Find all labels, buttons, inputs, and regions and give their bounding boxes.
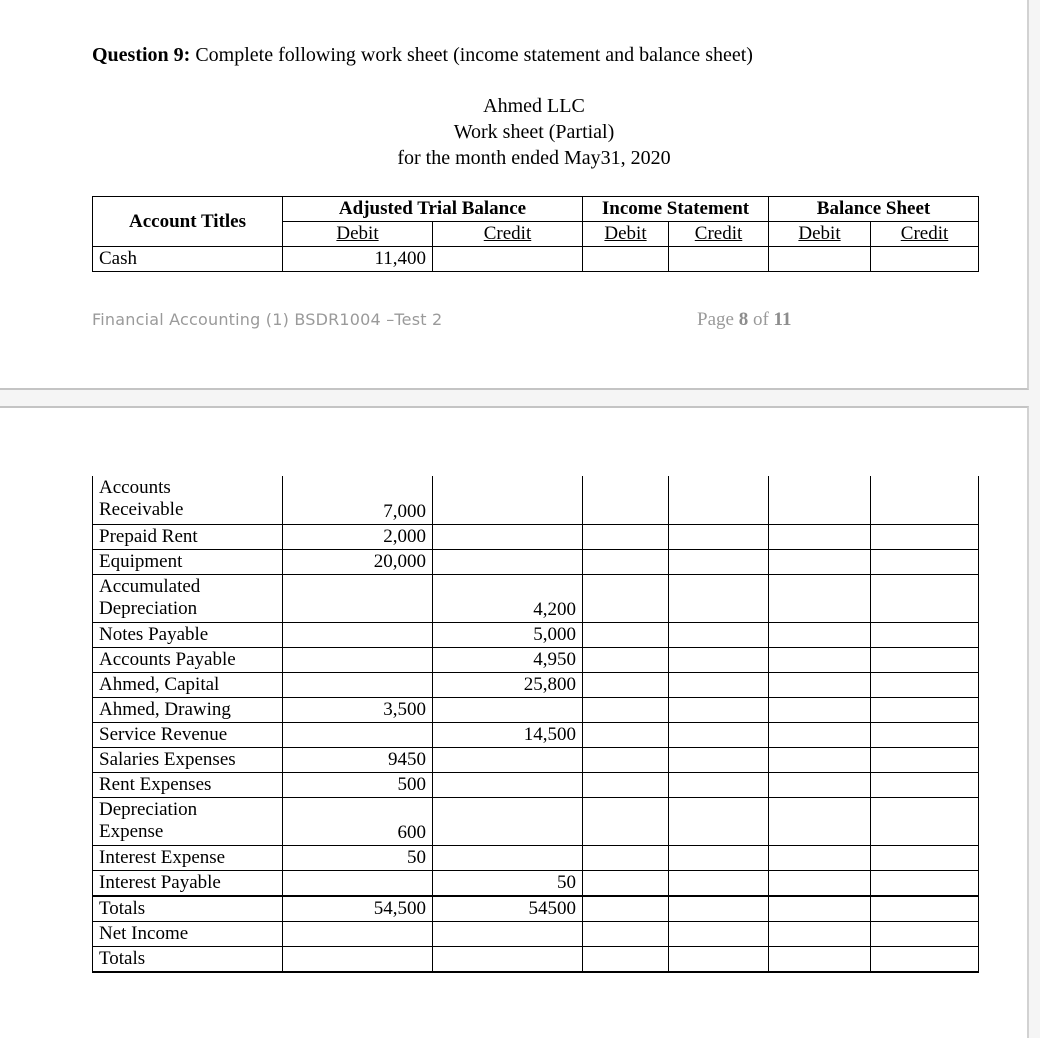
bs-debit-cell	[769, 524, 871, 549]
is-debit-cell	[583, 574, 669, 622]
atb-credit-cell	[433, 772, 583, 797]
bs-credit-cell	[871, 647, 979, 672]
account-title-cell: Interest Expense	[93, 845, 283, 870]
column-header-atb-debit: Debit	[283, 222, 433, 247]
atb-credit-cell	[433, 845, 583, 870]
is-debit-cell	[583, 524, 669, 549]
bs-debit-cell	[769, 896, 871, 922]
footer-page-middle: of	[748, 309, 774, 330]
table-row	[93, 549, 979, 574]
atb-debit-cell	[283, 622, 433, 647]
is-debit-cell	[583, 772, 669, 797]
bs-debit-cell	[769, 622, 871, 647]
is-credit-cell	[669, 797, 769, 845]
bs-credit-cell	[871, 476, 979, 524]
is-debit-cell	[583, 549, 669, 574]
account-title-cell: Cash	[93, 247, 283, 272]
column-group-balance-sheet: Balance Sheet	[769, 197, 979, 222]
account-title-cell: Service Revenue	[93, 722, 283, 747]
table-row	[93, 574, 979, 622]
is-credit-cell	[669, 896, 769, 922]
bs-debit-cell	[769, 647, 871, 672]
atb-credit-cell: 4,950	[433, 647, 583, 672]
table-row	[93, 524, 979, 549]
bs-debit-cell	[769, 797, 871, 845]
table-row	[93, 647, 979, 672]
footer-page-prefix: Page	[697, 309, 739, 330]
table-row	[93, 697, 979, 722]
worksheet-body-table-wrapper	[92, 476, 979, 973]
atb-credit-cell: 4,200	[433, 574, 583, 622]
atb-credit-cell: 5,000	[433, 622, 583, 647]
account-title-cell: Interest Payable	[93, 870, 283, 896]
bs-debit-cell	[769, 870, 871, 896]
account-title-cell: Prepaid Rent	[93, 524, 283, 549]
bs-debit-cell	[769, 697, 871, 722]
atb-credit-cell	[433, 524, 583, 549]
is-credit-cell	[669, 476, 769, 524]
company-name: Ahmed LLC	[483, 95, 585, 117]
is-debit-cell	[583, 622, 669, 647]
is-debit-cell	[583, 845, 669, 870]
account-title-cell: Salaries Expenses	[93, 747, 283, 772]
table-row	[93, 845, 979, 870]
is-credit-cell	[669, 946, 769, 972]
bs-credit-cell	[871, 549, 979, 574]
atb-debit-cell	[283, 722, 433, 747]
table-row	[93, 747, 979, 772]
atb-debit-cell	[283, 946, 433, 972]
is-credit-cell	[669, 524, 769, 549]
bs-debit-cell	[769, 549, 871, 574]
bs-debit-cell	[769, 946, 871, 972]
worksheet-header-table-wrapper	[92, 196, 979, 272]
is-debit-cell	[583, 697, 669, 722]
bs-debit-cell	[769, 845, 871, 870]
account-title-cell: Rent Expenses	[93, 772, 283, 797]
bs-credit-cell	[871, 672, 979, 697]
is-credit-cell	[669, 870, 769, 896]
is-credit-cell	[669, 672, 769, 697]
bs-credit-cell	[871, 845, 979, 870]
account-title-cell: Accumulated Depreciation	[93, 574, 283, 622]
bs-credit-cell	[871, 247, 979, 272]
table-row	[93, 772, 979, 797]
bs-credit-cell	[871, 574, 979, 622]
is-debit-cell	[583, 870, 669, 896]
is-debit-cell	[583, 747, 669, 772]
period-line: for the month ended May31, 2020	[397, 147, 671, 169]
footer-page-indicator	[697, 308, 791, 332]
table-row	[93, 672, 979, 697]
atb-debit-cell: 500	[283, 772, 433, 797]
atb-credit-cell	[433, 797, 583, 845]
bs-credit-cell	[871, 946, 979, 972]
document-page-panel-2	[0, 406, 1029, 1038]
bs-credit-cell	[871, 921, 979, 946]
bs-credit-cell	[871, 747, 979, 772]
atb-credit-cell	[433, 476, 583, 524]
bs-credit-cell	[871, 697, 979, 722]
page-separator-gutter	[0, 390, 1040, 406]
atb-credit-cell: 50	[433, 870, 583, 896]
bs-debit-cell	[769, 247, 871, 272]
table-row	[93, 797, 979, 845]
atb-debit-cell	[283, 870, 433, 896]
is-credit-cell	[669, 697, 769, 722]
atb-credit-cell	[433, 549, 583, 574]
bs-debit-cell	[769, 772, 871, 797]
bs-credit-cell	[871, 772, 979, 797]
worksheet-heading	[92, 93, 976, 171]
column-group-adjusted-trial-balance: Adjusted Trial Balance	[283, 197, 583, 222]
is-debit-cell	[583, 247, 669, 272]
column-header-atb-credit: Credit	[433, 222, 583, 247]
is-debit-cell	[583, 896, 669, 922]
is-debit-cell	[583, 946, 669, 972]
account-title-cell: Ahmed, Drawing	[93, 697, 283, 722]
atb-debit-cell	[283, 921, 433, 946]
atb-debit-cell: 20,000	[283, 549, 433, 574]
footer-page-number: 8	[738, 309, 749, 330]
atb-credit-cell: 25,800	[433, 672, 583, 697]
bs-credit-cell	[871, 622, 979, 647]
bs-credit-cell	[871, 870, 979, 896]
footer-page-total: 11	[773, 309, 792, 330]
bs-debit-cell	[769, 747, 871, 772]
atb-debit-cell: 2,000	[283, 524, 433, 549]
document-page-panel-1	[0, 0, 1029, 390]
table-row	[93, 870, 979, 896]
worksheet-first-page-rows	[93, 247, 979, 272]
is-credit-cell	[669, 921, 769, 946]
is-credit-cell	[669, 747, 769, 772]
account-title-cell: Equipment	[93, 549, 283, 574]
atb-debit-cell: 7,000	[283, 476, 433, 524]
atb-debit-cell: 3,500	[283, 697, 433, 722]
atb-debit-cell: 9450	[283, 747, 433, 772]
is-credit-cell	[669, 772, 769, 797]
table-row	[93, 247, 979, 272]
atb-debit-cell	[283, 647, 433, 672]
question-label: Question 9:	[92, 44, 191, 66]
is-credit-cell	[669, 549, 769, 574]
table-row	[93, 921, 979, 946]
is-credit-cell	[669, 574, 769, 622]
question-text: Complete following work sheet (income statement and balance sheet)	[190, 44, 753, 66]
column-header-is-credit: Credit	[669, 222, 769, 247]
account-title-cell: Ahmed, Capital	[93, 672, 283, 697]
bs-debit-cell	[769, 722, 871, 747]
atb-credit-cell	[433, 747, 583, 772]
account-title-cell: Net Income	[93, 921, 283, 946]
atb-credit-cell	[433, 946, 583, 972]
is-credit-cell	[669, 845, 769, 870]
document-name: Work sheet (Partial)	[453, 121, 615, 143]
is-debit-cell	[583, 476, 669, 524]
bs-debit-cell	[769, 574, 871, 622]
atb-credit-cell: 14,500	[433, 722, 583, 747]
bs-debit-cell	[769, 672, 871, 697]
worksheet-header-table	[92, 196, 979, 272]
atb-debit-cell: 600	[283, 797, 433, 845]
question-line	[92, 42, 753, 68]
atb-credit-cell: 54500	[433, 896, 583, 922]
table-row	[93, 722, 979, 747]
footer-course-label: Financial Accounting (1) BSDR1004 –Test 2	[92, 310, 443, 329]
column-header-bs-debit: Debit	[769, 222, 871, 247]
table-row	[93, 896, 979, 922]
worksheet-body-table	[92, 476, 979, 973]
column-header-is-debit: Debit	[583, 222, 669, 247]
column-header-account-titles: Account Titles	[93, 197, 283, 247]
atb-debit-cell: 11,400	[283, 247, 433, 272]
column-header-bs-credit: Credit	[871, 222, 979, 247]
is-debit-cell	[583, 797, 669, 845]
table-row	[93, 622, 979, 647]
account-title-cell: Accounts Payable	[93, 647, 283, 672]
is-debit-cell	[583, 722, 669, 747]
atb-credit-cell	[433, 921, 583, 946]
atb-debit-cell	[283, 672, 433, 697]
is-credit-cell	[669, 722, 769, 747]
is-credit-cell	[669, 622, 769, 647]
account-title-cell: Notes Payable	[93, 622, 283, 647]
bs-credit-cell	[871, 722, 979, 747]
bs-debit-cell	[769, 476, 871, 524]
atb-debit-cell	[283, 574, 433, 622]
account-title-cell: Accounts Receivable	[93, 476, 283, 524]
table-row	[93, 946, 979, 972]
column-group-income-statement: Income Statement	[583, 197, 769, 222]
atb-credit-cell	[433, 697, 583, 722]
bs-debit-cell	[769, 921, 871, 946]
is-debit-cell	[583, 672, 669, 697]
bs-credit-cell	[871, 896, 979, 922]
table-header-group-row	[93, 197, 979, 222]
atb-credit-cell	[433, 247, 583, 272]
is-debit-cell	[583, 647, 669, 672]
account-title-cell: Depreciation Expense	[93, 797, 283, 845]
right-page-gutter	[1029, 0, 1040, 1038]
is-credit-cell	[669, 647, 769, 672]
account-title-cell: Totals	[93, 946, 283, 972]
atb-debit-cell: 50	[283, 845, 433, 870]
bs-credit-cell	[871, 797, 979, 845]
is-credit-cell	[669, 247, 769, 272]
atb-debit-cell: 54,500	[283, 896, 433, 922]
account-title-cell: Totals	[93, 896, 283, 922]
table-row	[93, 476, 979, 524]
is-debit-cell	[583, 921, 669, 946]
bs-credit-cell	[871, 524, 979, 549]
worksheet-second-page-rows	[93, 476, 979, 972]
